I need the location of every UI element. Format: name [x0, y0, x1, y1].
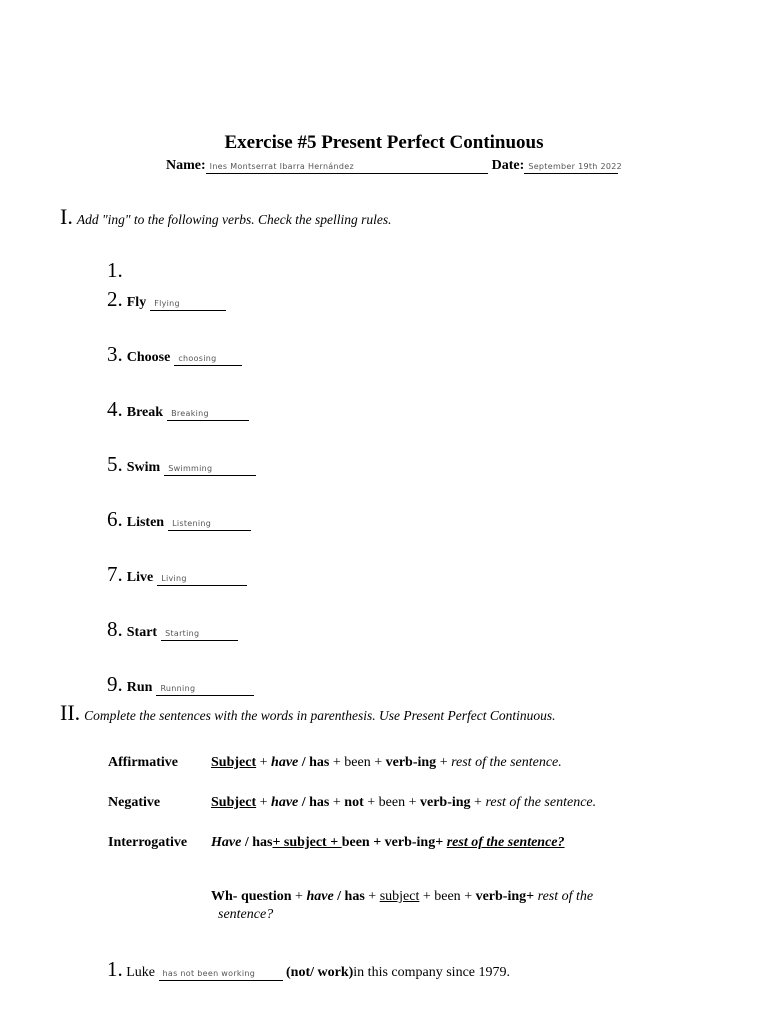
formula-has: / has [333, 889, 365, 904]
formula-been: been [434, 889, 461, 904]
formula-has: / has [298, 795, 330, 810]
plus-sign: + [419, 889, 435, 904]
item-number: 1. [107, 957, 123, 981]
item-verb: Start [126, 625, 158, 640]
plus-sign: + [363, 795, 379, 810]
wh-question-formula: Wh- question + have / has + subject + been + verb-ing+ rest of the [211, 889, 594, 904]
formula-been: been [344, 755, 371, 770]
section-1-heading [60, 204, 392, 230]
item-number: 1. [107, 258, 123, 282]
formula-have-cap: Have [211, 835, 242, 850]
answer-field[interactable]: Listening [168, 518, 251, 531]
formula-have: have [271, 755, 299, 770]
plus-sign: + [470, 795, 486, 810]
name-field[interactable]: Ines Montserrat Ibarra Hernández [206, 161, 488, 174]
answer-field[interactable]: Starting [161, 628, 238, 641]
date-label: Date: [491, 158, 525, 173]
formula-rest-the: rest of the [537, 889, 594, 904]
answer-field[interactable]: Living [157, 573, 247, 586]
section-2-instruction: Complete the sentences with the words in parenthesis. Use Present Perfect Continuous. [84, 708, 556, 723]
list-item [107, 342, 242, 367]
item-number: 5. [107, 452, 123, 476]
negative-label: Negative [108, 795, 161, 810]
item-number: 4. [107, 397, 123, 421]
formula-wh-question: Wh- question [211, 889, 292, 904]
answer-field[interactable]: choosing [174, 353, 242, 366]
formula-plus-subject: + subject + [272, 835, 342, 850]
list-item [107, 397, 249, 422]
item-number: 8. [107, 617, 123, 641]
formula-sentence-q: sentence? [218, 907, 274, 922]
sentence-item [107, 957, 510, 982]
answer-field[interactable]: Breaking [167, 408, 249, 421]
page-title: Exercise #5 Present Perfect Continuous [224, 132, 544, 153]
header-line [166, 156, 623, 174]
plus-sign: + [291, 889, 307, 904]
item-number: 9. [107, 672, 123, 696]
section-1-numeral: I. [60, 204, 73, 229]
sentence-after: in this company since 1979. [353, 965, 510, 980]
interrogative-formula [211, 835, 565, 851]
formula-subject: Subject [211, 795, 257, 810]
sentence-before: Luke [126, 965, 159, 980]
formula-rest: rest of the sentence. [451, 755, 562, 770]
formula-verb-ing: verb-ing [475, 889, 527, 904]
formula-verb-ing: verb-ing [419, 795, 471, 810]
list-item [107, 287, 226, 312]
section-2-numeral: II. [60, 700, 81, 725]
answer-field[interactable]: Flying [150, 298, 226, 311]
date-field[interactable]: September 19th 2022 [524, 161, 618, 174]
item-number: 3. [107, 342, 123, 366]
interrogative-label: Interrogative [108, 835, 188, 850]
plus-sign: + [460, 889, 476, 904]
affirmative-label: Affirmative [108, 755, 178, 770]
formula-verb-ing: verb-ing [385, 755, 437, 770]
plus-sign: + [256, 795, 272, 810]
list-item [107, 507, 251, 532]
answer-field[interactable]: Running [156, 683, 254, 696]
item-verb: Run [126, 680, 153, 695]
sentence-cue: (not/ work) [286, 965, 354, 980]
plus-sign: + [405, 795, 420, 810]
section-1-instruction: Add "ing" to the following verbs. Check the spelling rules. [76, 212, 392, 227]
negative-formula [211, 795, 596, 811]
plus-sign: + [364, 889, 380, 904]
item-number: 6. [107, 507, 123, 531]
item-verb: Break [126, 405, 164, 420]
formula-subject-lower: subject [379, 889, 420, 904]
wh-question-formula-cont [218, 907, 273, 923]
item-verb: Live [126, 570, 154, 585]
plus-sign: + [329, 795, 345, 810]
item-verb: Choose [126, 350, 171, 365]
list-item [107, 672, 254, 697]
section-2-heading [60, 700, 555, 726]
formula-have: have [271, 795, 299, 810]
formula-not: not [344, 795, 364, 810]
plus-sign: + [436, 755, 452, 770]
list-item [107, 562, 247, 587]
item-verb: Listen [126, 515, 165, 530]
affirmative-formula [211, 755, 562, 771]
plus-sign: + [256, 755, 272, 770]
answer-field[interactable]: Swimming [164, 463, 256, 476]
formula-subject: Subject [211, 755, 257, 770]
list-item [107, 258, 123, 283]
answer-field[interactable]: has not been working [159, 968, 283, 981]
formula-has: / has [241, 835, 273, 850]
plus-sign: + [370, 755, 386, 770]
formula-been-verb: been + verb-ing+ [341, 835, 447, 850]
list-item [107, 617, 238, 642]
formula-rest: rest of the sentence. [485, 795, 597, 810]
name-label: Name: [166, 158, 206, 173]
list-item [107, 452, 256, 477]
item-number: 7. [107, 562, 123, 586]
formula-has: / has [298, 755, 330, 770]
formula-rest-question: rest of the sentence? [446, 835, 565, 850]
item-verb: Fly [126, 295, 147, 310]
formula-have: have [306, 889, 334, 904]
formula-been: been [378, 795, 406, 810]
item-number: 2. [107, 287, 123, 311]
plus-sign: + [329, 755, 345, 770]
item-verb: Swim [126, 460, 161, 475]
